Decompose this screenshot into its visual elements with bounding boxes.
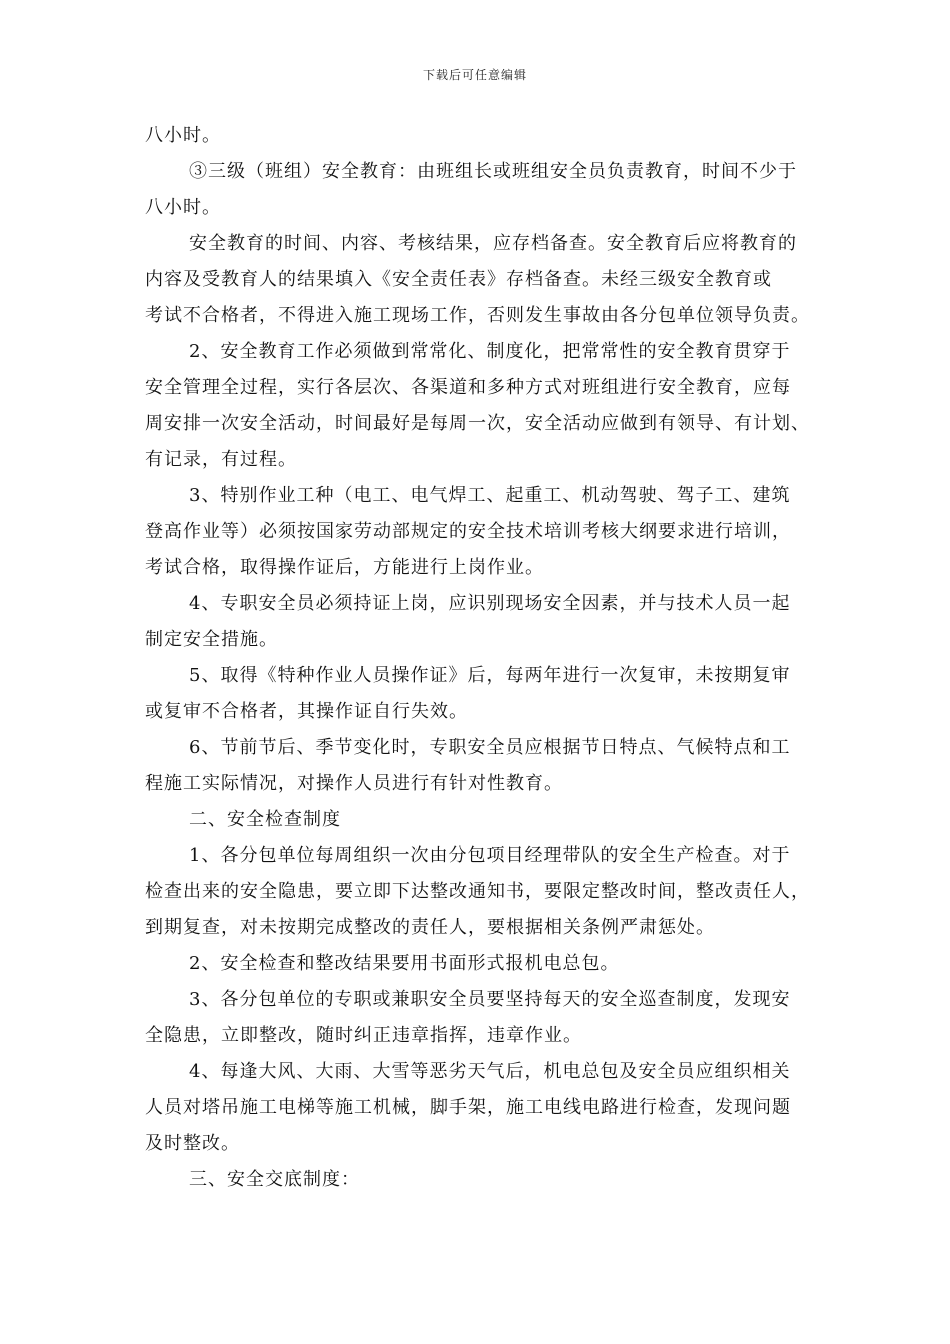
text-line: 安全管理全过程，实行各层次、各渠道和多种方式对班组进行安全教育，应每: [145, 377, 791, 398]
text-line: 考试合格，取得操作证后，方能进行上岗作业。: [145, 557, 544, 578]
text-line: 制定安全措施。: [145, 629, 278, 650]
paragraph-start-line: 3、各分包单位的专职或兼职安全员要坚持每天的安全巡查制度，发现安: [189, 989, 791, 1010]
document-body: [145, 118, 825, 1198]
text-line: 周安排一次安全活动，时间最好是每周一次，安全活动应做到有领导、有计划、: [145, 413, 810, 434]
paragraph-start-line: 4、专职安全员必须持证上岗，应识别现场安全因素，并与技术人员一起: [189, 593, 791, 614]
text-line: 有记录，有过程。: [145, 449, 297, 470]
paragraph-start-line: 1、各分包单位每周组织一次由分包项目经理带队的安全生产检查。对于: [189, 845, 791, 866]
paragraph-start-line: 5、取得《特种作业人员操作证》后，每两年进行一次复审，未按期复审: [189, 665, 791, 686]
text-line: 考试不合格者，不得进入施工现场工作，否则发生事故由各分包单位领导负责。: [145, 305, 810, 326]
paragraph-start-line: 2、安全检查和整改结果要用书面形式报机电总包。: [189, 953, 620, 974]
paragraph-start-line: 6、节前节后、季节变化时，专职安全员应根据节日特点、气候特点和工: [189, 737, 791, 758]
paragraph-start-line: 安全教育的时间、内容、考核结果，应存档备查。安全教育后应将教育的: [189, 233, 797, 254]
text-line: 八小时。: [145, 125, 221, 146]
section-heading: 二、安全检查制度: [189, 809, 341, 830]
paragraph-start-line: 3、特别作业工种（电工、电气焊工、起重工、机动驾驶、驾子工、建筑: [189, 485, 791, 506]
text-line: 八小时。: [145, 197, 221, 218]
text-line: 全隐患，立即整改，随时纠正违章指挥，违章作业。: [145, 1025, 582, 1046]
text-line: 程施工实际情况，对操作人员进行有针对性教育。: [145, 773, 563, 794]
paragraph-start-line: 2、安全教育工作必须做到常常化、制度化，把常常性的安全教育贯穿于: [189, 341, 791, 362]
section-heading: 三、安全交底制度：: [189, 1169, 360, 1190]
text-line: 内容及受教育人的结果填入《安全责任表》存档备查。未经三级安全教育或: [145, 269, 772, 290]
page-header: 下载后可任意编辑: [422, 68, 527, 82]
text-line: 人员对塔吊施工电梯等施工机械，脚手架，施工电线电路进行检查，发现问题: [145, 1097, 791, 1118]
text-line: 或复审不合格者，其操作证自行失效。: [145, 701, 468, 722]
paragraph-start-line: 4、每逢大风、大雨、大雪等恶劣天气后，机电总包及安全员应组织相关: [189, 1061, 791, 1082]
text-line: 登高作业等）必须按国家劳动部规定的安全技术培训考核大纲要求进行培训，: [145, 521, 791, 542]
text-line: 到期复查，对未按期完成整改的责任人，要根据相关条例严肃惩处。: [145, 917, 715, 938]
text-line: 检查出来的安全隐患，要立即下达整改通知书，要限定整改时间，整改责任人，: [145, 881, 810, 902]
paragraph-start-line: ③三级（班组）安全教育：由班组长或班组安全员负责教育，时间不少于: [189, 161, 797, 182]
text-line: 及时整改。: [145, 1133, 240, 1154]
